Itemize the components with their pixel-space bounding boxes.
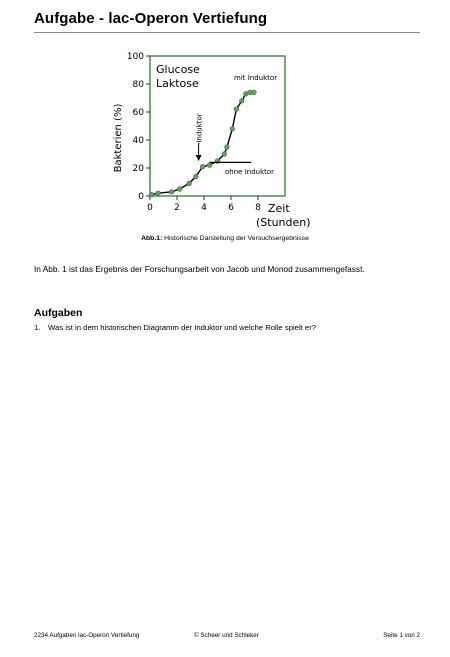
series-label-mit-induktor: mit Induktor <box>234 74 278 82</box>
y-tick-label: 60 <box>132 108 144 118</box>
data-point <box>240 99 245 104</box>
task-item <box>34 323 316 332</box>
growth-chart-svg <box>104 48 324 234</box>
y-tick-label: 100 <box>126 52 144 62</box>
growth-chart <box>104 48 324 234</box>
footer-center: © Scheer und Schleker <box>194 632 259 639</box>
y-tick-label: 40 <box>132 136 144 146</box>
title-divider <box>34 32 420 33</box>
data-point <box>222 152 227 157</box>
x-tick-label: 6 <box>228 203 234 213</box>
tasks-heading: Aufgaben <box>34 307 83 319</box>
footer-page-number: Seite 1 von 2 <box>383 632 420 639</box>
inducer-arrow-head <box>196 155 202 161</box>
data-point <box>187 181 192 186</box>
y-axis-label: Bakterien (%) <box>113 103 124 173</box>
data-point <box>177 187 182 192</box>
x-axis-label-line2: (Stunden) <box>256 216 311 229</box>
task-text: Was ist in dem historischen Diagramm der Induktor und welche Rolle spielt er? <box>48 323 317 332</box>
x-tick-label: 4 <box>201 203 207 213</box>
x-tick-label: 8 <box>255 203 261 213</box>
footer-left: 2234 Aufgaben lac-Operon Vertiefung <box>34 632 140 639</box>
x-tick-label: 2 <box>174 203 180 213</box>
medium-label-glucose: Glucose <box>156 63 200 76</box>
data-point <box>194 174 199 179</box>
data-point <box>234 107 239 112</box>
y-tick-label: 0 <box>138 192 144 202</box>
y-tick-label: 80 <box>132 80 144 90</box>
medium-label-lactose: Laktose <box>156 77 199 90</box>
data-point <box>252 90 257 95</box>
inducer-annotation: Induktor <box>195 113 204 143</box>
series-label-ohne-induktor: ohne Induktor <box>225 168 275 176</box>
task-number: 1. <box>34 323 41 332</box>
x-axis-label-line1: Zeit <box>268 202 290 215</box>
x-tick-label: 0 <box>147 203 153 213</box>
data-point <box>149 192 154 197</box>
data-point <box>225 145 230 150</box>
data-point <box>156 191 161 196</box>
figure-caption <box>0 235 450 242</box>
page-title: Aufgabe - lac-Operon Vertiefung <box>34 10 268 27</box>
data-point <box>200 164 205 169</box>
data-point <box>169 190 174 195</box>
data-point <box>207 163 212 168</box>
caption-label: Abb.1: <box>141 235 163 242</box>
data-point <box>230 127 235 132</box>
intro-paragraph: In Abb. 1 ist das Ergebnis der Forschungsarbeit von Jacob und Monod zusammengefasst. <box>34 264 365 274</box>
caption-text: Historische Darstellung der Versuchsergebnisse <box>162 235 309 242</box>
y-tick-label: 20 <box>132 164 144 174</box>
